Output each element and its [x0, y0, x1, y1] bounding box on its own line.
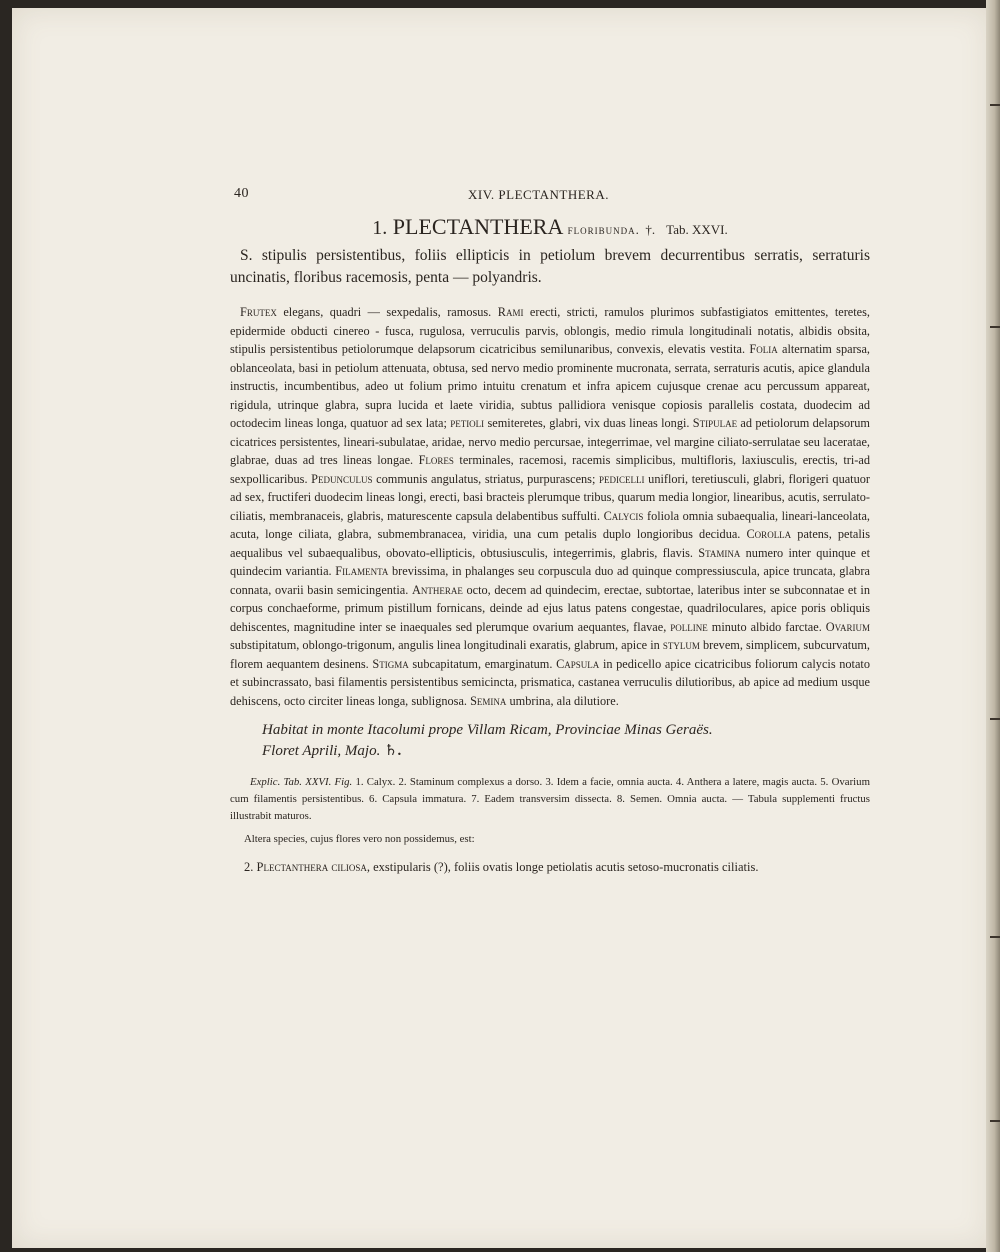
description-text: alternatim sparsa, oblanceolata, basi in petiolum attenuata, obtusa, sed nervo medio prominente mucronata, serrata, serraturis acutis, apice glandula instructis, incumbentibus, adeo ut folium primo intuitu crenatum et infra apicem cujusque crenae acu percussum appareat, rigidula, utrinque glabra, supra lucida et laete viridia, subtus pallidiora venisque copiosis parallelis costata, duodecim ad octodecim lineas longa, quatuor ad sex lata; [230, 342, 870, 430]
plate-explanation [230, 774, 870, 825]
description-text: semiteretes, glabri, vix duas lineas longi. [484, 416, 693, 430]
description-term: petioli [450, 416, 485, 430]
edge-mark [990, 936, 1000, 938]
description-text: ad petiolorum delapsorum cicatrices persistentes, lineari-subulatae, aridae, nervo medio percursae, integerrimae, vel margine ciliato-serrulatae seu laceratae, glabrae, duas ad tres lineas longae. [230, 416, 870, 467]
shrub-symbol: ♄. [384, 743, 402, 759]
description-text: elegans, quadri — sexpedalis, ramosus. [276, 305, 498, 319]
description-term: Capsula [556, 656, 600, 671]
edge-mark [990, 104, 1000, 106]
description-term: Corolla [746, 527, 792, 541]
description-text: numero inter quinque et quindecim variantia. [230, 545, 870, 578]
description-text: terminales, racemosi, racemis simplicibus, multifloris, laxiusculis, erectis, tri-ad sexpollicaribus. [230, 453, 870, 486]
edge-mark [990, 718, 1000, 720]
description-text: umbrina, ala dilutiore. [506, 693, 619, 708]
description-text: substipitatum, oblongo-trigonum, angulis linea longitudinali exaratis, glabrum, apice in [230, 638, 663, 652]
second-species-number: 2. [244, 860, 254, 874]
description-text: brevem, simplicem, subcurvatum, florem aequantem desinens. [230, 638, 870, 671]
description-term: Semina [470, 693, 507, 708]
species-epithet: floribunda. [567, 222, 640, 237]
description-term: Folia [749, 342, 778, 356]
description-text: in pedicello apice cicatricibus foliorum calycis notato et subincrassato, basi filamentis persistentibus semicincta, prismatica, castanea verruculis dilutioribus, ab apice ad medium usque dehiscens, octo circiter lineas longa, sublignosa. [230, 656, 870, 708]
description-text: foliola omnia subaequalia, lineari-lanceolata, acuta, longe ciliata, glabra, submembranacea, viridia, una cum petalis duplo longioribus decidua. [230, 508, 870, 541]
description-term: Ovarium [825, 619, 871, 634]
description-term: Antherae [411, 582, 463, 597]
altera-note: Altera species, cujus flores vero non possidemus, est: [244, 833, 475, 845]
species-title [230, 214, 870, 243]
dagger-mark: †. [645, 222, 656, 237]
description-text: erecti, stricti, ramulos plurimos subfastigiatos emittentes, teretes, epidermide obducti cinereo - fusca, rugulosa, verruculis parvis, oblongis, medio rimula longitudinali notatis, albidis obsita, stipulis persistentibus petiolorumque delapsorum cicatricibus semilunaribus, convexis, elevatis vestita. [230, 305, 871, 356]
description-term: stylum [662, 638, 700, 652]
explanation-text: 1. Calyx. 2. Staminum complexus a dorso. 3. Idem a facie, omnia aucta. 4. Anthera a latere, magis aucta. 5. Ovarium cum filamentis persistentibus. 6. Capsula immatura. 7. Eadem transversim dissecta. 8. Semen. Omnia aucta. — Tabula supplementi fructus illustrabit maturos. [230, 776, 870, 822]
edge-mark [990, 1120, 1000, 1122]
running-head [230, 182, 870, 204]
description-term: polline [670, 619, 708, 634]
genus-name: PLECTANTHERA [392, 214, 563, 239]
page-number: 40 [234, 186, 249, 201]
second-species [230, 858, 870, 876]
book-page [12, 8, 990, 1248]
description-text: uniflori, teretiusculi, glabri, florigeri quatuor ad sex, fructiferi duodecim lineas longi, erecti, basi bracteis plerumque tribus, quarum media longior, linearibus, acutis, serrulato-ciliatis, membranaceis, glabris, maturescente capsula delabentibus suffulti. [230, 471, 870, 523]
description-text: communis angulatus, striatus, purpurascens; [372, 471, 600, 486]
description-term: Stipulae [692, 416, 738, 430]
description-term: Flores [418, 453, 454, 467]
description-text: patens, petalis aequalibus vel subaequalibus, obovato-ellipticis, obtusiusculis, integerrimis, glabris, flavis. [230, 527, 870, 560]
habitat-line: Habitat in monte Itacolumi prope Villam Ricam, Provinciae Minas Geraës. [262, 722, 713, 738]
species-number: 1. [372, 217, 388, 239]
flowering-text: Floret Aprili, Majo. [262, 743, 381, 759]
second-species-name: Plectanthera ciliosa, [256, 860, 370, 874]
page-content [230, 182, 870, 876]
second-species-text: exstipularis (?), foliis ovatis longe petiolatis acutis setoso-mucronatis ciliatis. [369, 860, 759, 874]
description-text: subcapitatum, emarginatum. [408, 656, 557, 671]
description-term: Filamenta [335, 564, 389, 578]
description-text: brevissima, in phalanges seu corpuscula duo ad quinque compressiuscula, apice truncata, glabra connata, ovarii basin semicingentia. [230, 564, 870, 597]
flowering-line [262, 741, 870, 762]
description-text: minuto albido farctae. [707, 619, 826, 634]
edge-mark [990, 326, 1000, 328]
running-head-title: XIV. PLECTANTHERA. [468, 187, 609, 202]
plate-reference: Tab. XXVI. [666, 222, 728, 237]
description-term: Calycis [603, 508, 644, 523]
species-diagnosis: S. stipulis persistentibus, foliis ellipticis in petiolum brevem decurrentibus serratis, serraturis uncinatis, floribus racemosis, penta — polyandris. [230, 247, 870, 286]
page-edge [986, 0, 1000, 1252]
description-term: Stamina [698, 545, 741, 560]
species-description [230, 303, 870, 710]
description-term: pedicelli [599, 471, 645, 486]
description-term: Stigma [372, 656, 409, 671]
explanation-lead: Explic. Tab. XXVI. Fig. [250, 776, 353, 788]
description-text: octo, decem ad quindecim, erectae, subtortae, lateribus inter se subconnatae et in corpus conchaeforme, primum pistillum fornicans, deinde ad ejus latus patens congestae, quadriloculares, apice poris obliquis dehiscentes, magnitudine inter se inaequales sed plerumque ovarium aequantes, flavae, [230, 582, 870, 634]
description-term: Rami [497, 305, 524, 319]
description-term: Pedunculus [311, 471, 373, 486]
description-term: Frutex [240, 305, 277, 319]
